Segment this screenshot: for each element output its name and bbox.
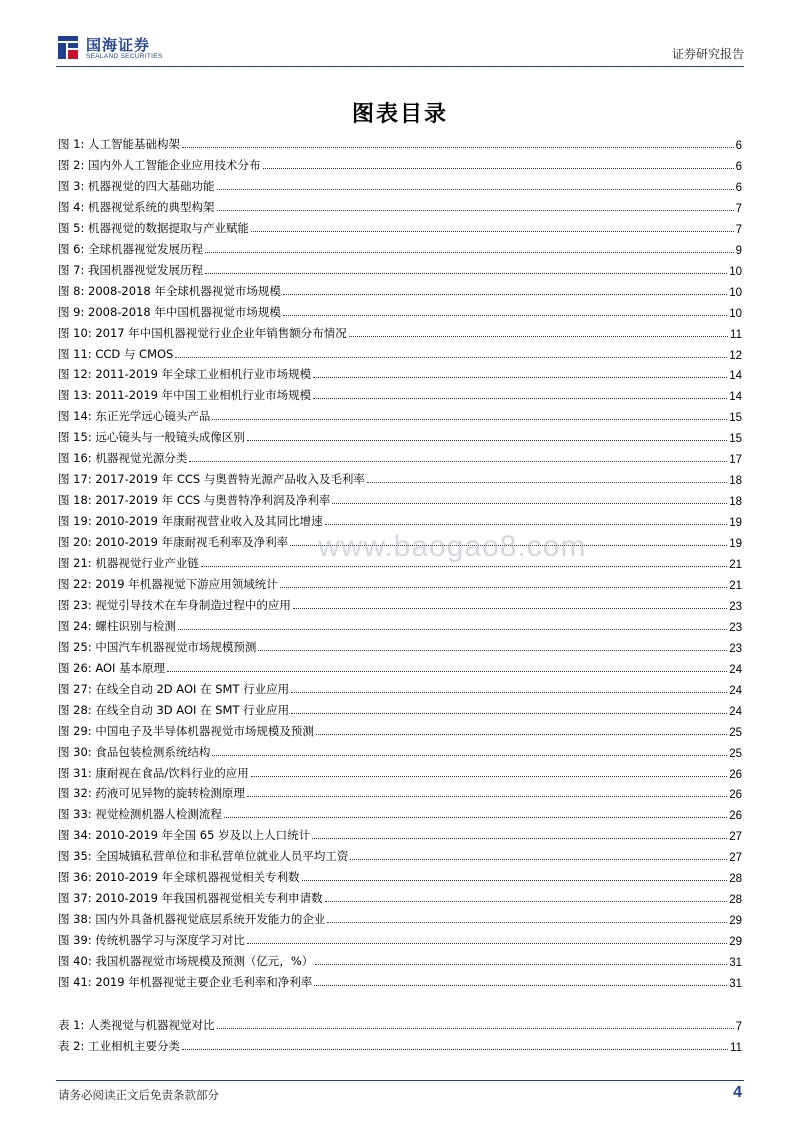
toc-entry-label: 图 11: CCD 与 CMOS [58, 346, 174, 361]
toc-entry-page: 21 [729, 579, 742, 592]
toc-entry[interactable] [58, 571, 742, 592]
toc-entry-label: 图 39: 传统机器学习与深度学习对比 [58, 933, 245, 948]
toc-entry-label: 图 4: 机器视觉系统的典型构架 [58, 199, 215, 214]
toc-entry-page: 23 [729, 600, 742, 613]
dot-leader [217, 1027, 734, 1029]
dot-leader [205, 251, 734, 253]
toc-entry[interactable] [58, 613, 742, 634]
toc-entry[interactable] [58, 487, 742, 508]
toc-entry-page: 26 [729, 810, 742, 823]
toc-entry-page: 28 [729, 873, 742, 886]
toc-entry-label: 图 14: 东正光学远心镜头产品 [58, 409, 211, 424]
toc-entry-label: 图 33: 视觉检测机器人检测流程 [58, 807, 222, 822]
toc-entry-label: 图 17: 2017-2019 年 CCS 与奥普特光源产品收入及毛利率 [58, 472, 365, 487]
toc-entry[interactable] [58, 131, 742, 152]
toc-entry-label: 图 10: 2017 年中国机器视觉行业企业年销售额分布情况 [58, 325, 347, 340]
dot-leader [313, 397, 727, 399]
dot-leader [212, 754, 727, 756]
toc-entry-label: 图 24: 螺柱识别与检测 [58, 618, 176, 633]
toc-entry-page: 21 [729, 559, 742, 571]
dot-leader [247, 439, 727, 441]
toc-entry-label: 图 35: 全国城镇私营单位和非私营单位就业人员平均工资 [58, 849, 349, 864]
toc-entry-label: 图 1: 人工智能基础构架 [58, 137, 181, 151]
toc-entry[interactable] [58, 592, 742, 613]
toc-entry[interactable] [58, 173, 742, 194]
toc-entry-label: 图 23: 视觉引导技术在车身制造过程中的应用 [58, 597, 291, 612]
dot-leader [325, 523, 728, 525]
toc-entry[interactable] [58, 634, 742, 655]
toc-entry-label: 图 37: 2010-2019 年我国机器视觉相关专利申请数 [58, 891, 323, 906]
toc-entry-page: 7 [735, 202, 742, 215]
toc-entry-label: 图 20: 2010-2019 年康耐视毛利率及净利率 [58, 535, 289, 550]
toc-entry[interactable] [58, 215, 742, 236]
toc-entry-page: 7 [735, 1020, 742, 1033]
toc-entry-label: 图 6: 全球机器视觉发展历程 [58, 241, 204, 256]
toc-entry[interactable] [58, 445, 742, 466]
toc-entry-label: 图 15: 远心镜头与一般镜头成像区别 [58, 430, 245, 445]
dot-leader [283, 293, 727, 295]
toc-entry[interactable] [58, 403, 742, 424]
brand-name: 国海证券 [86, 36, 151, 54]
toc-entry-label: 图 36: 2010-2019 年全球机器视觉相关专利数 [58, 870, 300, 885]
toc-entry-label: 图 38: 国内外具备机器视觉底层系统开发能力的企业 [58, 912, 326, 927]
toc-entry-label: 图 13: 2011-2019 年中国工业相机行业市场规模 [58, 388, 312, 403]
dot-leader [367, 481, 727, 483]
toc-entry-label: 图 28: 在线全自动 3D AOI 在 SMT 行业应用 [58, 702, 290, 717]
page-number: 4 [733, 1084, 742, 1101]
toc-entry-page: 7 [735, 223, 742, 236]
toc-entry-label: 图 5: 机器视觉的数据提取与产业赋能 [58, 220, 250, 235]
dot-leader [189, 460, 727, 462]
toc-entry[interactable] [58, 341, 742, 362]
toc-entry-page: 23 [729, 642, 742, 655]
toc-entry-label: 图 29: 中国电子及半导体机器视觉市场规模及预测 [58, 723, 314, 738]
toc-entry[interactable] [58, 822, 742, 843]
dot-leader [293, 607, 727, 609]
dot-leader [312, 837, 727, 839]
footer-disclaimer: 请务必阅读正文后免责条款部分 [58, 1088, 219, 1102]
toc-entry[interactable] [58, 718, 742, 739]
brand-name-english: SEALAND SECURITIES [86, 53, 163, 60]
dot-leader [332, 502, 727, 504]
toc-entry-label: 图 31: 康耐视在食品/饮料行业的应用 [58, 765, 249, 780]
dot-leader [283, 314, 727, 316]
dot-leader [263, 167, 734, 169]
toc-entry[interactable] [58, 361, 742, 382]
toc-entry-label: 图 8: 2008-2018 年全球机器视觉市场规模 [58, 283, 281, 298]
report-type-label: 证券研究报告 [671, 47, 744, 61]
toc-entry-label: 图 12: 2011-2019 年全球工业相机行业市场规模 [58, 367, 312, 382]
toc-entry[interactable] [58, 739, 742, 760]
toc-entry-label: 图 41: 2019 年机器视觉主要企业毛利率和净利率 [58, 975, 313, 989]
dot-leader [182, 1048, 728, 1050]
watermark: www.baogao8.com [318, 530, 587, 563]
toc-entry-label: 图 18: 2017-2019 年 CCS 与奥普特净利润及净利率 [58, 493, 331, 508]
dot-leader [291, 691, 727, 693]
toc-entry-label: 图 32: 药液可见异物的旋转检测原理 [58, 786, 245, 801]
toc-entry[interactable] [58, 927, 742, 948]
toc-entry-page: 23 [729, 621, 742, 634]
toc-entry[interactable] [58, 508, 742, 529]
toc-entry-page: 12 [729, 349, 742, 362]
toc-entry-label: 表 1: 人类视觉与机器视觉对比 [58, 1017, 215, 1032]
toc-entry-label: 图 40: 我国机器视觉市场规模及预测（亿元，%） [58, 954, 314, 969]
toc-entry[interactable] [58, 655, 742, 676]
toc-entry[interactable] [58, 194, 742, 215]
dot-leader [251, 230, 734, 232]
toc-entry-page: 27 [729, 852, 742, 865]
toc-entry[interactable] [58, 843, 742, 864]
toc-entry-page: 10 [729, 307, 742, 320]
toc-entry-page: 15 [729, 412, 742, 425]
dot-leader [247, 942, 727, 944]
toc-entry-page: 24 [729, 663, 742, 676]
toc-entry[interactable] [58, 906, 742, 927]
toc-entry[interactable] [58, 801, 742, 822]
dot-leader [224, 816, 727, 818]
dot-leader [217, 188, 734, 190]
toc-entry-page: 9 [735, 244, 742, 257]
toc-entry-page: 6 [735, 160, 742, 173]
toc-entry-label: 图 9: 2008-2018 年中国机器视觉市场规模 [58, 304, 281, 319]
dot-leader [217, 209, 734, 211]
toc-entry[interactable] [58, 676, 742, 697]
toc-entry-page: 18 [729, 475, 742, 488]
toc-entry-page: 17 [729, 454, 742, 467]
dot-leader [175, 356, 727, 358]
toc-entry-label: 图 7: 我国机器视觉发展历程 [58, 262, 204, 277]
toc-entry-page: 6 [735, 181, 742, 194]
dot-leader [251, 775, 728, 777]
dot-leader [314, 984, 727, 986]
toc-entry-label: 图 22: 2019 年机器视觉下游应用领域统计 [58, 576, 278, 591]
toc-entry[interactable] [58, 864, 742, 885]
dot-leader [178, 628, 727, 630]
toc-entry-label: 图 16: 机器视觉光源分类 [58, 451, 188, 466]
dot-leader [302, 879, 728, 881]
header-divider [56, 66, 744, 67]
toc-entry-page: 31 [729, 957, 742, 970]
company-logo-icon [56, 33, 80, 61]
toc-entry-label: 图 27: 在线全自动 2D AOI 在 SMT 行业应用 [58, 681, 290, 696]
toc-entry[interactable] [58, 257, 742, 278]
dot-leader [316, 733, 727, 735]
toc-entry-page: 25 [729, 747, 742, 760]
dot-leader [325, 900, 728, 902]
toc-entry-label: 图 30: 食品包装检测系统结构 [58, 744, 211, 759]
toc-entry-page: 24 [729, 684, 742, 697]
toc-entry-page: 18 [729, 496, 742, 509]
toc-entry-page: 11 [730, 328, 742, 341]
toc-entry-page: 11 [730, 1041, 742, 1054]
toc-entry-page: 26 [729, 768, 742, 781]
toc-entry[interactable] [58, 320, 742, 341]
toc-entry[interactable] [58, 424, 742, 445]
toc-entry-page: 28 [729, 894, 742, 907]
toc-entry-label: 图 34: 2010-2019 年全国 65 岁及以上人口统计 [58, 828, 311, 843]
toc-entry[interactable] [58, 760, 742, 781]
dot-leader [167, 670, 727, 672]
toc-entry-label: 图 19: 2010-2019 年康耐视营业收入及其同比增速 [58, 514, 323, 529]
toc-entry[interactable] [58, 885, 742, 906]
toc-entry[interactable] [58, 299, 742, 320]
toc-entry-page: 19 [729, 517, 742, 530]
toc-entry[interactable] [58, 1012, 742, 1033]
toc-entry[interactable] [58, 152, 742, 173]
toc-entry-page: 29 [729, 936, 742, 949]
toc-entry[interactable] [58, 236, 742, 257]
dot-leader [205, 272, 727, 274]
dot-leader [315, 963, 727, 965]
page-title: 图表目录 [351, 102, 448, 127]
toc-entry[interactable] [58, 466, 742, 487]
dot-leader [327, 921, 727, 923]
toc-entry-page: 15 [729, 433, 742, 446]
toc-entry-page: 27 [729, 831, 742, 844]
toc-entry[interactable] [58, 969, 742, 990]
toc-entry-page: 14 [729, 391, 742, 404]
footer-divider [56, 1080, 744, 1081]
page-header [0, 0, 800, 70]
toc-entry[interactable] [58, 1033, 742, 1054]
toc-entry-page: 14 [729, 370, 742, 383]
dot-leader [349, 335, 728, 337]
dot-leader [280, 586, 727, 588]
dot-leader [291, 712, 727, 714]
dot-leader [313, 376, 727, 378]
dot-leader [258, 649, 727, 651]
toc-entry-label: 图 2: 国内外人工智能企业应用技术分布 [58, 157, 261, 172]
dot-leader [350, 858, 727, 860]
toc-entry-page: 29 [729, 915, 742, 928]
dot-leader [201, 565, 727, 567]
toc-entry-page: 31 [729, 978, 742, 990]
toc-entry-label: 图 26: AOI 基本原理 [58, 660, 166, 675]
toc-entry-label: 表 2: 工业相机主要分类 [58, 1038, 181, 1053]
toc-entry[interactable] [58, 780, 742, 801]
toc-entry-page: 24 [729, 705, 742, 718]
dot-leader [247, 795, 727, 797]
toc-entry-label: 图 3: 机器视觉的四大基础功能 [58, 178, 215, 193]
toc-entry[interactable] [58, 948, 742, 969]
toc-entry-page: 10 [729, 286, 742, 299]
toc-entry-label: 图 25: 中国汽车机器视觉市场规模预测 [58, 639, 257, 654]
toc-entry-page: 10 [729, 265, 742, 278]
toc-entry-page: 25 [729, 726, 742, 739]
toc-entry-page: 19 [729, 538, 742, 551]
dot-leader [212, 418, 727, 420]
dot-leader [182, 146, 734, 148]
toc-entry[interactable] [58, 382, 742, 403]
toc-entry-label: 图 21: 机器视觉行业产业链 [58, 556, 199, 570]
toc-entry-page: 26 [729, 789, 742, 802]
toc-entry-page: 6 [735, 140, 742, 152]
toc-entry[interactable] [58, 278, 742, 299]
toc-entry[interactable] [58, 697, 742, 718]
